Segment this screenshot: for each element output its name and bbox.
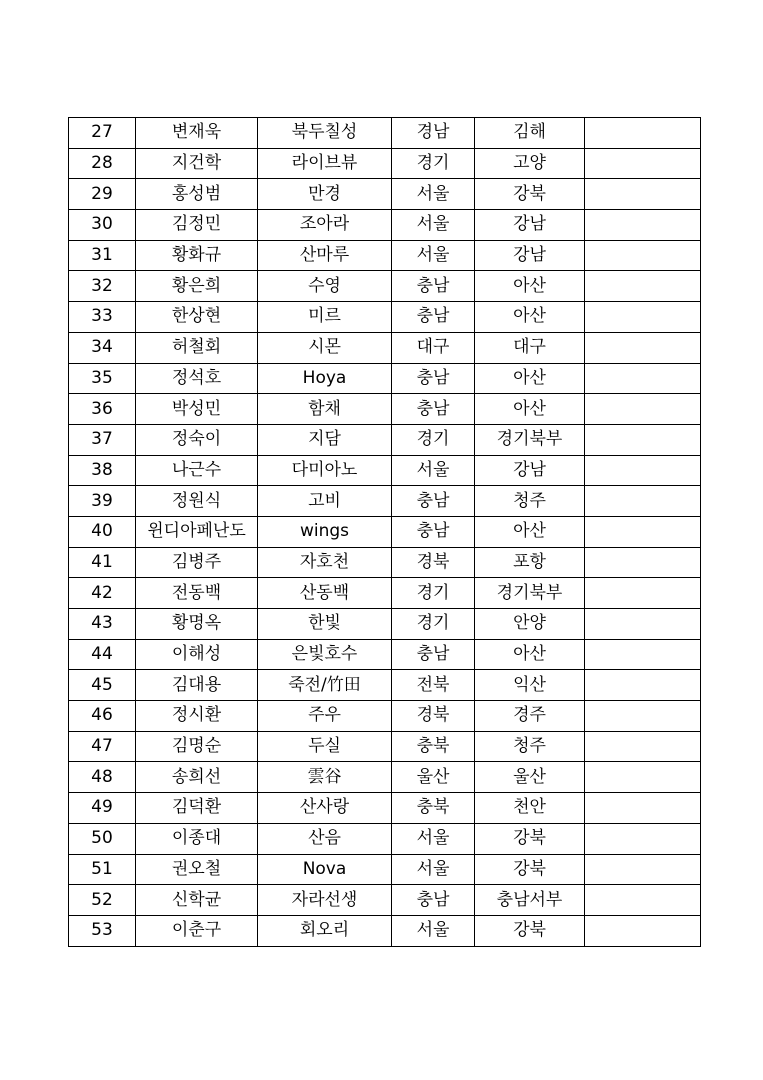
member-area-cell: 아산 — [475, 363, 585, 394]
member-number-cell: 34 — [69, 332, 136, 363]
member-nickname-cell: 자라선생 — [258, 885, 392, 916]
member-region-cell: 충북 — [392, 731, 475, 762]
member-area-cell: 천안 — [475, 793, 585, 824]
member-name-cell: 정원식 — [136, 486, 258, 517]
member-name-cell: 신학균 — [136, 885, 258, 916]
table-row — [69, 854, 701, 885]
member-area-cell: 강북 — [475, 854, 585, 885]
member-nickname-cell: 수영 — [258, 271, 392, 302]
member-name-cell: 정석호 — [136, 363, 258, 394]
member-name-cell: 정시환 — [136, 701, 258, 732]
member-number-cell: 37 — [69, 424, 136, 455]
member-name-cell: 허철회 — [136, 332, 258, 363]
member-region-cell: 충남 — [392, 885, 475, 916]
blank-cell — [585, 302, 701, 333]
blank-cell — [585, 179, 701, 210]
member-region-cell: 충남 — [392, 394, 475, 425]
member-nickname-cell: 주우 — [258, 701, 392, 732]
member-nickname-cell: 산동백 — [258, 578, 392, 609]
member-name-cell: 나근수 — [136, 455, 258, 486]
member-region-cell: 충남 — [392, 363, 475, 394]
blank-cell — [585, 793, 701, 824]
member-nickname-cell: 시몬 — [258, 332, 392, 363]
member-area-cell: 울산 — [475, 762, 585, 793]
table-row — [69, 793, 701, 824]
member-name-cell: 이종대 — [136, 823, 258, 854]
blank-cell — [585, 148, 701, 179]
table-row — [69, 148, 701, 179]
table-row — [69, 240, 701, 271]
member-nickname-cell: 산마루 — [258, 240, 392, 271]
table-row — [69, 578, 701, 609]
member-region-cell: 경기 — [392, 578, 475, 609]
member-area-cell: 경기북부 — [475, 424, 585, 455]
member-number-cell: 42 — [69, 578, 136, 609]
member-area-cell: 안양 — [475, 609, 585, 640]
blank-cell — [585, 578, 701, 609]
member-name-cell: 한상현 — [136, 302, 258, 333]
table-row — [69, 915, 701, 946]
table-row — [69, 731, 701, 762]
member-region-cell: 서울 — [392, 823, 475, 854]
blank-cell — [585, 885, 701, 916]
member-area-cell: 아산 — [475, 271, 585, 302]
member-nickname-cell: 한빛 — [258, 609, 392, 640]
blank-cell — [585, 394, 701, 425]
member-region-cell: 서울 — [392, 179, 475, 210]
member-number-cell: 33 — [69, 302, 136, 333]
member-number-cell: 43 — [69, 609, 136, 640]
blank-cell — [585, 210, 701, 241]
table-row — [69, 885, 701, 916]
table-row — [69, 179, 701, 210]
member-area-cell: 청주 — [475, 486, 585, 517]
member-nickname-cell: 고비 — [258, 486, 392, 517]
table-row — [69, 609, 701, 640]
table-row — [69, 823, 701, 854]
member-nickname-cell: 자호천 — [258, 547, 392, 578]
blank-cell — [585, 240, 701, 271]
member-number-cell: 35 — [69, 363, 136, 394]
member-nickname-cell: 다미아노 — [258, 455, 392, 486]
member-name-cell: 황은희 — [136, 271, 258, 302]
member-number-cell: 51 — [69, 854, 136, 885]
member-region-cell: 경북 — [392, 701, 475, 732]
blank-cell — [585, 731, 701, 762]
member-area-cell: 김해 — [475, 118, 585, 149]
member-nickname-cell: 미르 — [258, 302, 392, 333]
member-number-cell: 31 — [69, 240, 136, 271]
member-region-cell: 충남 — [392, 486, 475, 517]
member-region-cell: 서울 — [392, 240, 475, 271]
member-area-cell: 충남서부 — [475, 885, 585, 916]
member-nickname-cell: 지담 — [258, 424, 392, 455]
member-region-cell: 경기 — [392, 148, 475, 179]
table-row — [69, 271, 701, 302]
table-row — [69, 210, 701, 241]
blank-cell — [585, 486, 701, 517]
member-number-cell: 47 — [69, 731, 136, 762]
member-area-cell: 강남 — [475, 210, 585, 241]
member-number-cell: 45 — [69, 670, 136, 701]
table-row — [69, 302, 701, 333]
member-region-cell: 울산 — [392, 762, 475, 793]
member-name-cell: 황명옥 — [136, 609, 258, 640]
member-nickname-cell: 雲谷 — [258, 762, 392, 793]
member-name-cell: 이춘구 — [136, 915, 258, 946]
member-nickname-cell: 산음 — [258, 823, 392, 854]
member-area-cell: 고양 — [475, 148, 585, 179]
member-area-cell: 강북 — [475, 179, 585, 210]
member-area-cell: 아산 — [475, 302, 585, 333]
table-row — [69, 670, 701, 701]
member-nickname-cell: 두실 — [258, 731, 392, 762]
member-region-cell: 경남 — [392, 118, 475, 149]
member-area-cell: 포항 — [475, 547, 585, 578]
member-number-cell: 46 — [69, 701, 136, 732]
table-row — [69, 363, 701, 394]
table-row — [69, 455, 701, 486]
member-name-cell: 김명순 — [136, 731, 258, 762]
member-name-cell: 김정민 — [136, 210, 258, 241]
table-row — [69, 701, 701, 732]
blank-cell — [585, 455, 701, 486]
blank-cell — [585, 823, 701, 854]
member-nickname-cell: 회오리 — [258, 915, 392, 946]
member-nickname-cell: 은빛호수 — [258, 639, 392, 670]
member-area-cell: 대구 — [475, 332, 585, 363]
member-name-cell: 황화규 — [136, 240, 258, 271]
member-number-cell: 32 — [69, 271, 136, 302]
member-name-cell: 권오철 — [136, 854, 258, 885]
member-name-cell: 송희선 — [136, 762, 258, 793]
member-nickname-cell: Nova — [258, 854, 392, 885]
blank-cell — [585, 915, 701, 946]
member-number-cell: 53 — [69, 915, 136, 946]
member-region-cell: 경기 — [392, 424, 475, 455]
table-row — [69, 332, 701, 363]
member-number-cell: 40 — [69, 516, 136, 547]
table-row — [69, 486, 701, 517]
member-region-cell: 충남 — [392, 271, 475, 302]
member-name-cell: 김병주 — [136, 547, 258, 578]
blank-cell — [585, 271, 701, 302]
member-name-cell: 윈디아페난도 — [136, 516, 258, 547]
member-nickname-cell: 죽전/竹田 — [258, 670, 392, 701]
member-number-cell: 49 — [69, 793, 136, 824]
member-region-cell: 충남 — [392, 516, 475, 547]
blank-cell — [585, 547, 701, 578]
blank-cell — [585, 701, 701, 732]
member-area-cell: 경기북부 — [475, 578, 585, 609]
member-area-cell: 강북 — [475, 823, 585, 854]
table-row — [69, 394, 701, 425]
member-nickname-cell: 조아라 — [258, 210, 392, 241]
member-number-cell: 28 — [69, 148, 136, 179]
blank-cell — [585, 332, 701, 363]
blank-cell — [585, 670, 701, 701]
blank-cell — [585, 854, 701, 885]
member-region-cell: 경기 — [392, 609, 475, 640]
table-row — [69, 547, 701, 578]
member-name-cell: 김대용 — [136, 670, 258, 701]
table-row — [69, 424, 701, 455]
blank-cell — [585, 609, 701, 640]
member-region-cell: 대구 — [392, 332, 475, 363]
member-name-cell: 지건학 — [136, 148, 258, 179]
member-area-cell: 아산 — [475, 639, 585, 670]
member-name-cell: 박성민 — [136, 394, 258, 425]
member-name-cell: 전동백 — [136, 578, 258, 609]
member-nickname-cell: 라이브뷰 — [258, 148, 392, 179]
member-region-cell: 경북 — [392, 547, 475, 578]
member-nickname-cell: 북두칠성 — [258, 118, 392, 149]
member-region-cell: 서울 — [392, 915, 475, 946]
member-area-cell: 강북 — [475, 915, 585, 946]
member-number-cell: 27 — [69, 118, 136, 149]
table-row — [69, 762, 701, 793]
member-name-cell: 변재욱 — [136, 118, 258, 149]
member-number-cell: 50 — [69, 823, 136, 854]
member-number-cell: 44 — [69, 639, 136, 670]
table-row — [69, 118, 701, 149]
member-nickname-cell: wings — [258, 516, 392, 547]
member-area-cell: 익산 — [475, 670, 585, 701]
member-region-cell: 서울 — [392, 455, 475, 486]
member-number-cell: 38 — [69, 455, 136, 486]
member-nickname-cell: 만경 — [258, 179, 392, 210]
member-area-cell: 경주 — [475, 701, 585, 732]
blank-cell — [585, 118, 701, 149]
member-name-cell: 이해성 — [136, 639, 258, 670]
member-name-cell: 홍성범 — [136, 179, 258, 210]
blank-cell — [585, 762, 701, 793]
member-roster-body — [69, 118, 701, 947]
table-row — [69, 516, 701, 547]
member-area-cell: 강남 — [475, 455, 585, 486]
member-area-cell: 강남 — [475, 240, 585, 271]
member-name-cell: 정숙이 — [136, 424, 258, 455]
member-number-cell: 48 — [69, 762, 136, 793]
member-number-cell: 41 — [69, 547, 136, 578]
member-nickname-cell: 산사랑 — [258, 793, 392, 824]
member-number-cell: 52 — [69, 885, 136, 916]
blank-cell — [585, 363, 701, 394]
member-region-cell: 충남 — [392, 639, 475, 670]
member-number-cell: 30 — [69, 210, 136, 241]
member-region-cell: 서울 — [392, 854, 475, 885]
member-area-cell: 아산 — [475, 516, 585, 547]
member-region-cell: 충남 — [392, 302, 475, 333]
member-number-cell: 29 — [69, 179, 136, 210]
member-nickname-cell: 함채 — [258, 394, 392, 425]
member-area-cell: 아산 — [475, 394, 585, 425]
blank-cell — [585, 424, 701, 455]
member-number-cell: 36 — [69, 394, 136, 425]
member-region-cell: 서울 — [392, 210, 475, 241]
member-region-cell: 충북 — [392, 793, 475, 824]
blank-cell — [585, 516, 701, 547]
member-roster-table — [68, 117, 701, 947]
table-row — [69, 639, 701, 670]
member-area-cell: 청주 — [475, 731, 585, 762]
member-number-cell: 39 — [69, 486, 136, 517]
blank-cell — [585, 639, 701, 670]
member-region-cell: 전북 — [392, 670, 475, 701]
member-nickname-cell: Hoya — [258, 363, 392, 394]
member-name-cell: 김덕환 — [136, 793, 258, 824]
